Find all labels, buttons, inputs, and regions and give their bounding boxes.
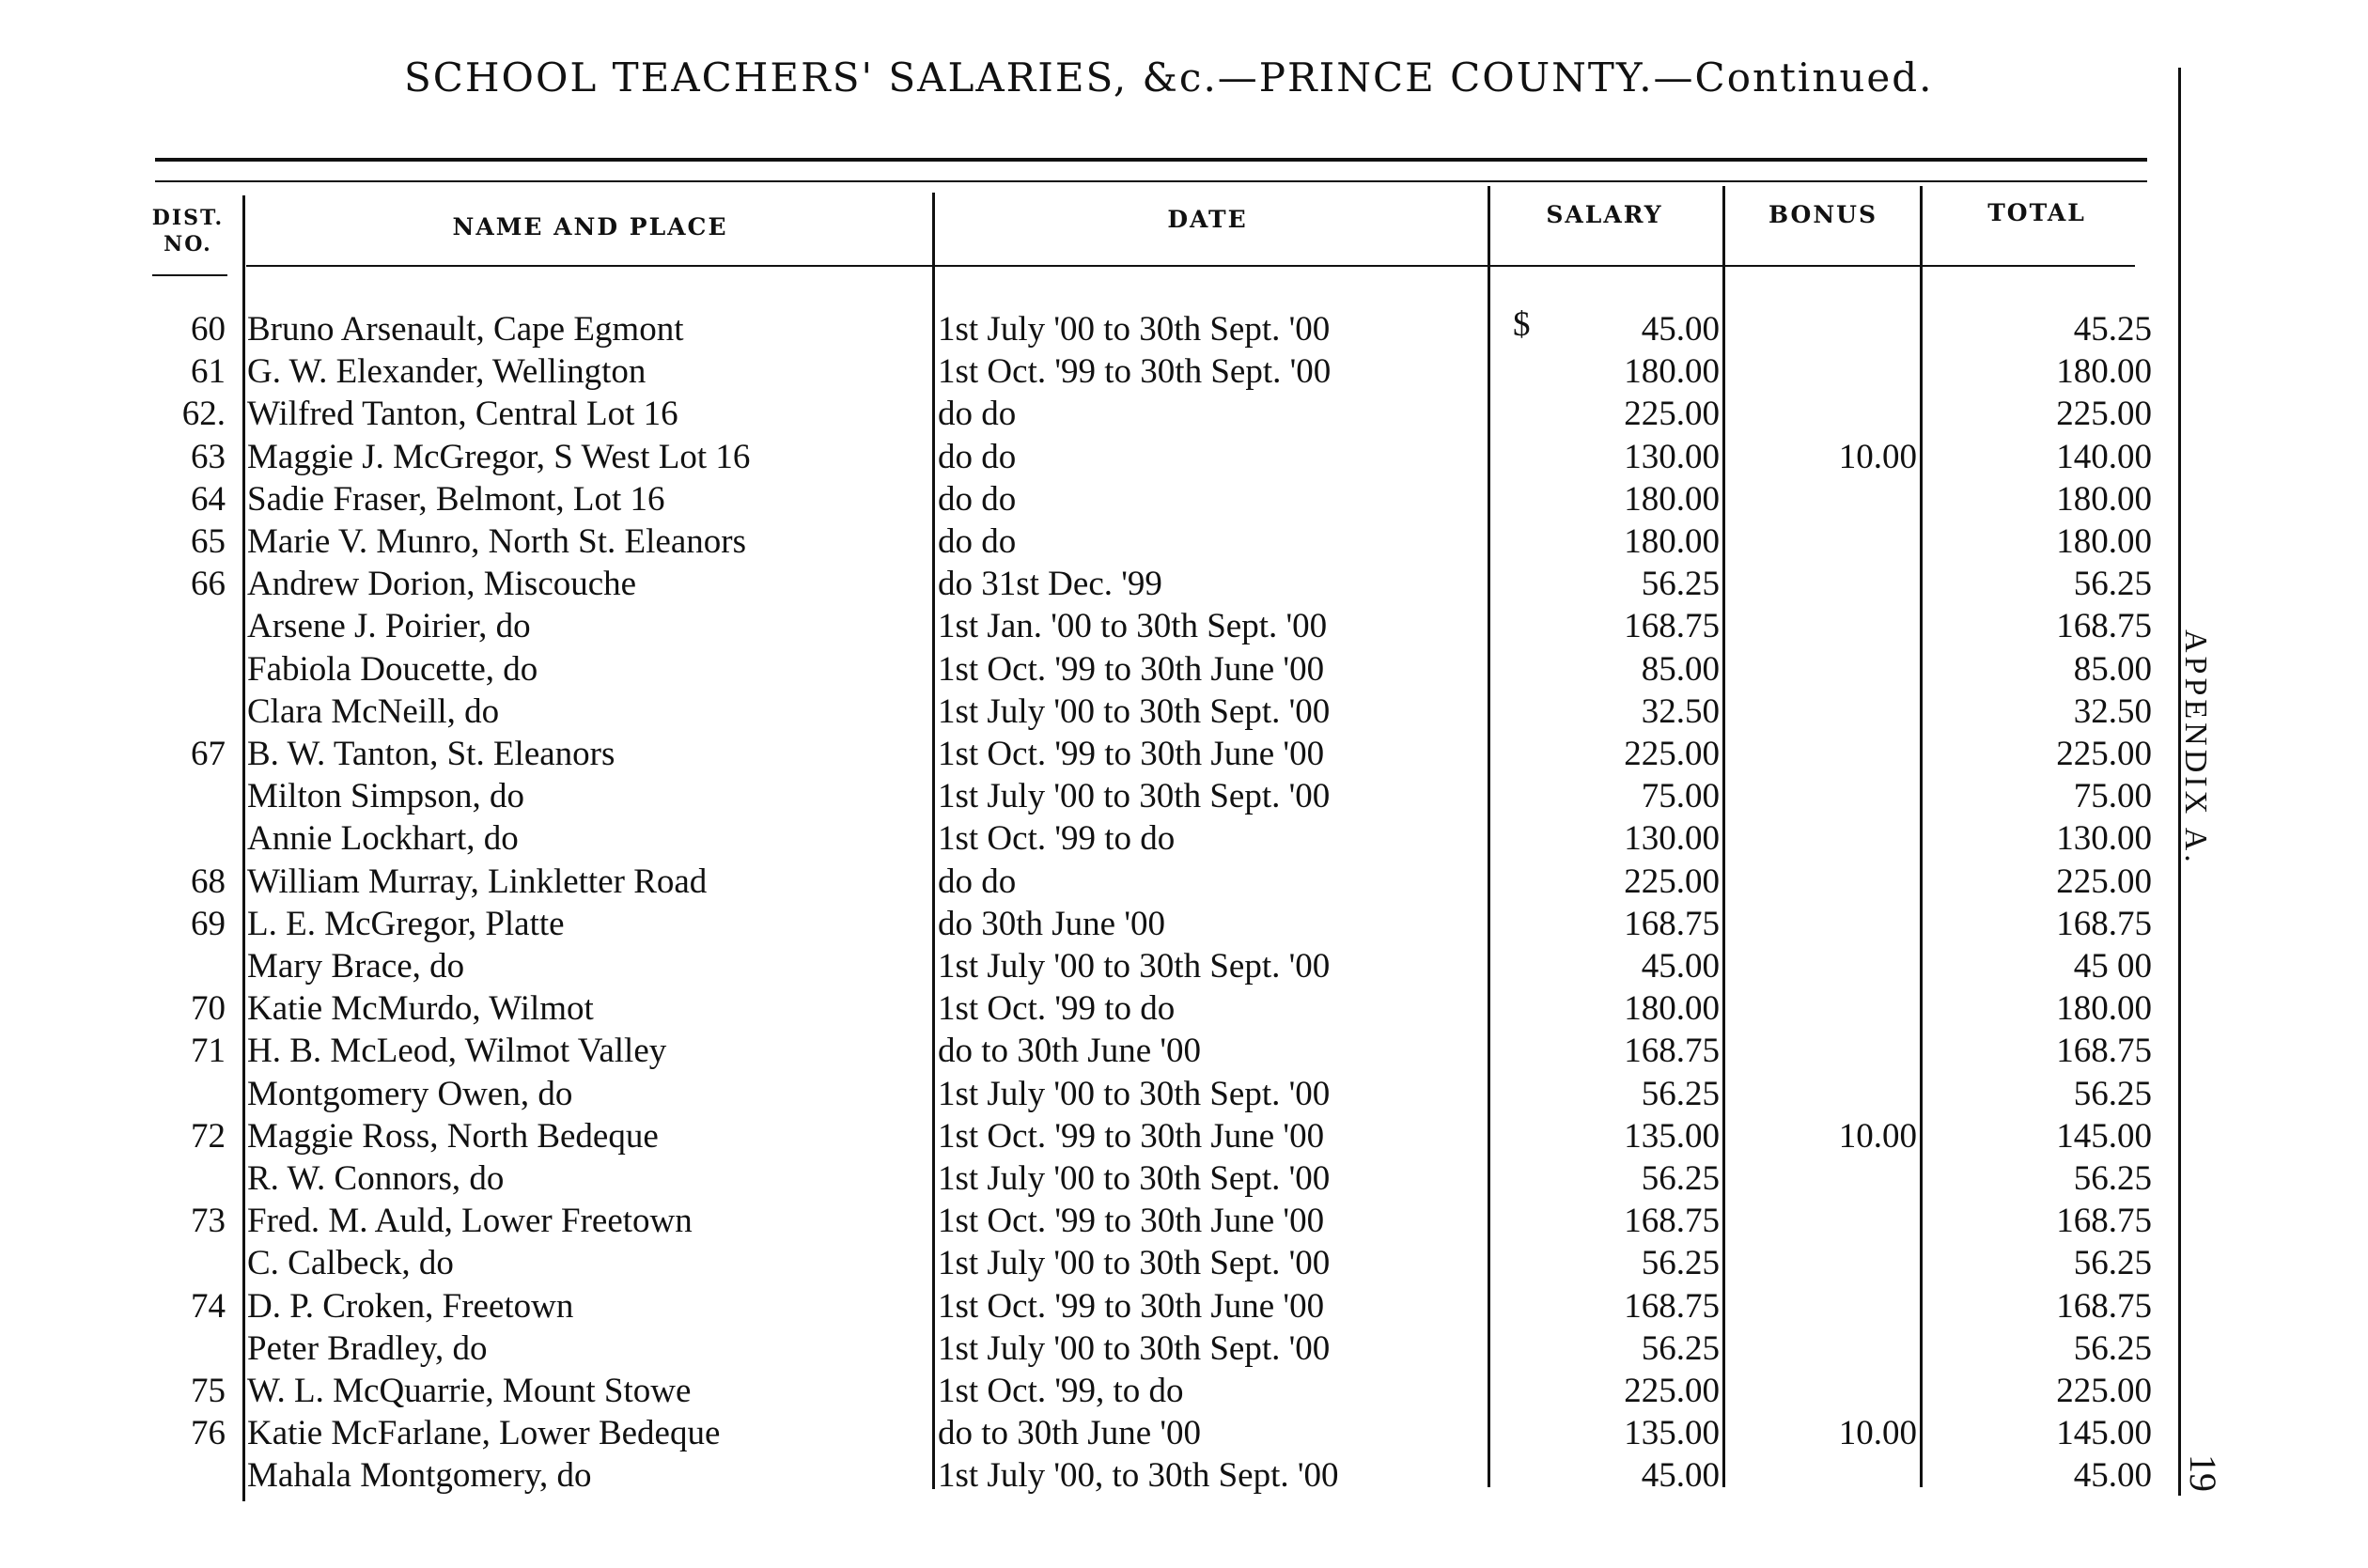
cell-total: 56.25 — [2073, 565, 2152, 604]
table-row — [0, 1200, 2180, 1242]
cell-name: William Murray, Linkletter Road — [247, 862, 708, 901]
cell-name: B. W. Tanton, St. Eleanors — [247, 735, 615, 773]
cell-total: 168.75 — [2056, 607, 2152, 646]
cell-dist: 68 — [191, 862, 226, 901]
cell-salary: 135.00 — [1624, 1414, 1720, 1453]
cell-total: 225.00 — [2056, 395, 2152, 434]
cell-name: Fabiola Doucette, do — [247, 649, 538, 689]
table-row — [0, 478, 2180, 520]
cell-date: 1st July '00 to 30th Sept. '00 — [938, 310, 1331, 349]
cell-total: 56.25 — [2073, 1328, 2152, 1368]
cell-name: Andrew Dorion, Miscouche — [247, 565, 637, 604]
cell-date: do do — [938, 395, 1017, 434]
cell-name: Sadie Fraser, Belmont, Lot 16 — [247, 479, 665, 519]
cell-date: 1st July '00 to 30th Sept. '00 — [938, 691, 1331, 731]
table-row — [0, 1242, 2180, 1284]
table-row — [0, 903, 2180, 945]
cell-salary: 45.00 — [1641, 947, 1720, 986]
cell-date: 1st Jan. '00 to 30th Sept. '00 — [938, 607, 1328, 646]
table-row — [0, 1412, 2180, 1454]
cell-bonus: 10.00 — [1838, 1414, 1917, 1453]
table-row — [0, 1030, 2180, 1072]
cell-date: 1st Oct. '99 to do — [938, 819, 1176, 859]
cell-dist: 66 — [191, 565, 226, 604]
header-bonus: BONUS — [1768, 201, 1878, 228]
cell-name: Arsene J. Poirier, do — [247, 607, 531, 646]
cell-dist: 75 — [191, 1372, 226, 1410]
cell-bonus: 10.00 — [1838, 1116, 1917, 1156]
cell-dist: 73 — [191, 1202, 226, 1241]
cell-name: Wilfred Tanton, Central Lot 16 — [247, 395, 678, 434]
table-row — [0, 605, 2180, 647]
cell-total: 225.00 — [2056, 1372, 2152, 1410]
cell-total: 56.25 — [2073, 1244, 2152, 1283]
cell-date: 1st Oct. '99 to 30th June '00 — [938, 1116, 1325, 1156]
cell-salary: 225.00 — [1624, 1372, 1720, 1410]
cell-date: 1st July '00 to 30th Sept. '00 — [938, 1244, 1331, 1283]
cell-total: 168.75 — [2056, 1032, 2152, 1071]
cell-salary: 130.00 — [1624, 819, 1720, 859]
table-row — [0, 1285, 2180, 1327]
cell-date: do do — [938, 862, 1017, 901]
cell-salary: 168.75 — [1624, 1202, 1720, 1241]
header-date: DATE — [1167, 206, 1248, 233]
cell-dist: 71 — [191, 1032, 226, 1071]
cell-name: D. P. Croken, Freetown — [247, 1286, 574, 1326]
cell-salary: 180.00 — [1624, 989, 1720, 1029]
cell-dist: 74 — [191, 1286, 226, 1326]
cell-total: 45 00 — [2073, 947, 2152, 986]
cell-name: G. W. Elexander, Wellington — [247, 352, 647, 392]
table-row — [0, 1157, 2180, 1200]
cell-total: 180.00 — [2056, 522, 2152, 561]
cell-salary: 168.75 — [1624, 904, 1720, 943]
cell-total: 145.00 — [2056, 1116, 2152, 1156]
cell-salary: 45.00 — [1641, 310, 1720, 349]
cell-total: 140.00 — [2056, 437, 2152, 476]
top-rule-thick — [155, 158, 2147, 162]
cell-salary: 56.25 — [1641, 1074, 1720, 1113]
cell-salary: 180.00 — [1624, 352, 1720, 392]
header-total: TOTAL — [1987, 199, 2086, 226]
side-label: APPENDIX A. — [2178, 629, 2213, 866]
cell-name: Milton Simpson, do — [247, 777, 525, 816]
table-row — [0, 1370, 2180, 1412]
cell-total: 168.75 — [2056, 1202, 2152, 1241]
table-row — [0, 1327, 2180, 1370]
cell-dist: 63 — [191, 437, 226, 476]
cell-name: L. E. McGregor, Platte — [247, 904, 565, 943]
cell-total: 180.00 — [2056, 479, 2152, 519]
cell-date: 1st July '00 to 30th Sept. '00 — [938, 777, 1331, 816]
cell-name: W. L. McQuarrie, Mount Stowe — [247, 1372, 692, 1410]
cell-dist: 62. — [181, 395, 226, 434]
cell-salary: 56.25 — [1641, 1244, 1720, 1283]
cell-date: do 31st Dec. '99 — [938, 565, 1162, 604]
header-bottom-rule — [246, 265, 2135, 267]
cell-total: 225.00 — [2056, 862, 2152, 901]
cell-total: 168.75 — [2056, 904, 2152, 943]
cell-total: 168.75 — [2056, 1286, 2152, 1326]
cell-date: do do — [938, 437, 1017, 476]
cell-name: Mahala Montgomery, do — [247, 1456, 592, 1496]
cell-name: Bruno Arsenault, Cape Egmont — [247, 310, 684, 349]
cell-date: do to 30th June '00 — [938, 1032, 1202, 1071]
table-row — [0, 563, 2180, 605]
cell-salary: 168.75 — [1624, 1032, 1720, 1071]
cell-name: Mary Brace, do — [247, 947, 465, 986]
cell-salary: 75.00 — [1641, 777, 1720, 816]
table-row — [0, 308, 2180, 350]
cell-salary: 56.25 — [1641, 565, 1720, 604]
cell-total: 56.25 — [2073, 1159, 2152, 1198]
cell-salary: 180.00 — [1624, 522, 1720, 561]
cell-date: do 30th June '00 — [938, 904, 1166, 943]
cell-name: Clara McNeill, do — [247, 691, 500, 731]
table-row — [0, 350, 2180, 393]
cell-dist: 65 — [191, 522, 226, 561]
cell-bonus: 10.00 — [1838, 437, 1917, 476]
table-row — [0, 1115, 2180, 1157]
table-row — [0, 987, 2180, 1030]
table-row — [0, 733, 2180, 775]
cell-date: 1st July '00 to 30th Sept. '00 — [938, 1074, 1331, 1113]
cell-total: 45.00 — [2073, 1456, 2152, 1496]
cell-date: 1st July '00 to 30th Sept. '00 — [938, 1159, 1331, 1198]
cell-salary: 56.25 — [1641, 1159, 1720, 1198]
cell-total: 180.00 — [2056, 352, 2152, 392]
cell-salary: 32.50 — [1641, 691, 1720, 731]
cell-dist: 64 — [191, 479, 226, 519]
cell-name: Annie Lockhart, do — [247, 819, 519, 859]
cell-dist: 60 — [191, 310, 226, 349]
cell-dist: 72 — [191, 1116, 226, 1156]
cell-total: 145.00 — [2056, 1414, 2152, 1453]
table-row — [0, 1454, 2180, 1497]
header-dist: DIST. NO. — [151, 206, 225, 256]
cell-name: Katie McMurdo, Wilmot — [247, 989, 594, 1029]
cell-name: R. W. Connors, do — [247, 1159, 505, 1198]
cell-date: 1st July '00 to 30th Sept. '00 — [938, 947, 1331, 986]
cell-total: 85.00 — [2073, 649, 2152, 689]
cell-dist: 69 — [191, 904, 226, 943]
cell-salary: 56.25 — [1641, 1328, 1720, 1368]
cell-salary: 45.00 — [1641, 1456, 1720, 1496]
cell-name: Marie V. Munro, North St. Eleanors — [247, 522, 746, 561]
cell-name: C. Calbeck, do — [247, 1244, 454, 1283]
cell-total: 225.00 — [2056, 735, 2152, 773]
cell-date: 1st Oct. '99 to 30th June '00 — [938, 1286, 1325, 1326]
table-row — [0, 861, 2180, 903]
cell-date: 1st Oct. '99 to 30th June '00 — [938, 649, 1325, 689]
table-row — [0, 436, 2180, 478]
cell-name: Katie McFarlane, Lower Bedeque — [247, 1414, 721, 1453]
cell-name: Fred. M. Auld, Lower Freetown — [247, 1202, 693, 1241]
cell-salary: 225.00 — [1624, 862, 1720, 901]
cell-total: 130.00 — [2056, 819, 2152, 859]
cell-salary: 168.75 — [1624, 607, 1720, 646]
cell-dist: 67 — [191, 735, 226, 773]
cell-dist: 70 — [191, 989, 226, 1029]
cell-total: 56.25 — [2073, 1074, 2152, 1113]
table-row — [0, 775, 2180, 817]
cell-date: 1st Oct. '99, to do — [938, 1372, 1184, 1410]
cell-date: 1st Oct. '99 to 30th June '00 — [938, 1202, 1325, 1241]
cell-date: do do — [938, 479, 1017, 519]
cell-dist: 76 — [191, 1414, 226, 1453]
cell-salary: 225.00 — [1624, 735, 1720, 773]
currency-symbol: $ — [1513, 305, 1531, 344]
table-row — [0, 393, 2180, 435]
page-title: SCHOOL TEACHERS' SALARIES, &c.—PRINCE COUNTY.—Continued. — [404, 54, 1934, 101]
cell-dist: 61 — [191, 352, 226, 392]
cell-salary: 135.00 — [1624, 1116, 1720, 1156]
cell-date: do to 30th June '00 — [938, 1414, 1202, 1453]
cell-salary: 130.00 — [1624, 437, 1720, 476]
cell-date: do do — [938, 522, 1017, 561]
table-row — [0, 520, 2180, 563]
table-row — [0, 691, 2180, 733]
cell-total: 180.00 — [2056, 989, 2152, 1029]
header-name: NAME AND PLACE — [452, 213, 728, 241]
cell-salary: 168.75 — [1624, 1286, 1720, 1326]
cell-salary: 225.00 — [1624, 395, 1720, 434]
cell-date: 1st Oct. '99 to do — [938, 989, 1176, 1029]
cell-date: 1st Oct. '99 to 30th Sept. '00 — [938, 352, 1332, 392]
table-row — [0, 648, 2180, 691]
table-row — [0, 945, 2180, 987]
cell-date: 1st July '00 to 30th Sept. '00 — [938, 1328, 1331, 1368]
table-row — [0, 1073, 2180, 1115]
top-rule-thin — [155, 180, 2147, 182]
cell-date: 1st Oct. '99 to 30th June '00 — [938, 735, 1325, 773]
cell-total: 32.50 — [2073, 691, 2152, 731]
page-number: 19 — [2182, 1454, 2224, 1492]
cell-name: H. B. McLeod, Wilmot Valley — [247, 1032, 667, 1071]
cell-name: Peter Bradley, do — [247, 1328, 488, 1368]
table-row — [0, 817, 2180, 860]
dist-header-rule — [152, 274, 227, 276]
cell-salary: 85.00 — [1641, 649, 1720, 689]
cell-total: 75.00 — [2073, 777, 2152, 816]
cell-salary: 180.00 — [1624, 479, 1720, 519]
cell-name: Maggie J. McGregor, S West Lot 16 — [247, 437, 751, 476]
cell-total: 45.25 — [2073, 310, 2152, 349]
cell-name: Maggie Ross, North Bedeque — [247, 1116, 659, 1156]
cell-name: Montgomery Owen, do — [247, 1074, 573, 1113]
header-salary: SALARY — [1546, 201, 1663, 228]
cell-date: 1st July '00, to 30th Sept. '00 — [938, 1456, 1339, 1496]
